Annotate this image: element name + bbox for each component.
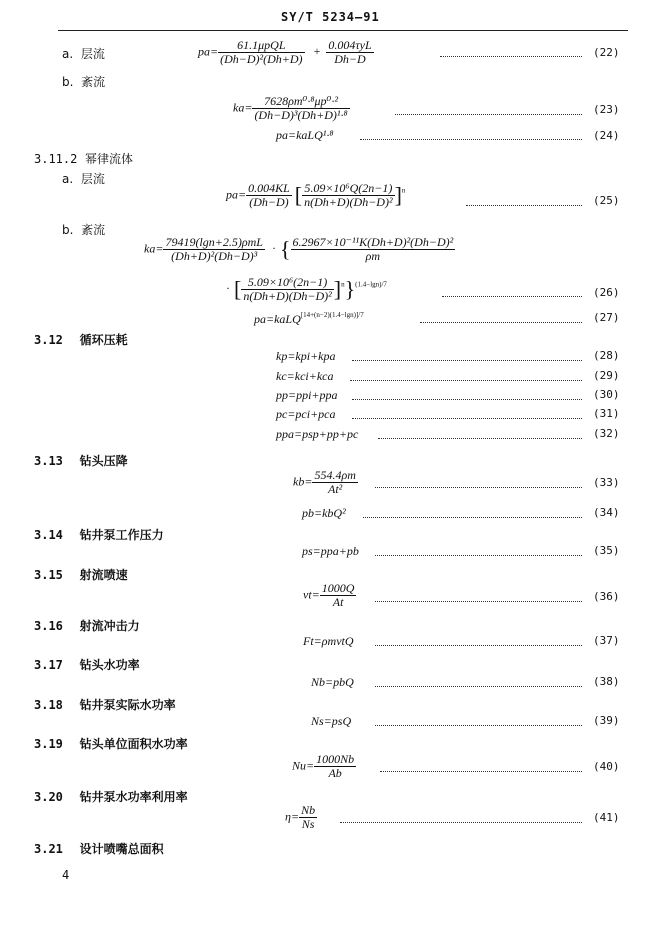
equation-37: Ft=ρmvtQ <box>303 634 354 648</box>
equation-number: (33) <box>593 476 620 489</box>
equation-29: kc=kci+kca <box>276 369 334 383</box>
item-a-laminar-2: a. 层流 <box>62 172 105 186</box>
equation-number: (39) <box>593 714 620 727</box>
document-header: SY/T 5234—91 <box>281 10 380 24</box>
header-rule <box>58 30 628 31</box>
section-3-19: 3.19 钻头单位面积水功率 <box>34 737 188 751</box>
equation-30: pp=ppi+ppa <box>276 388 338 402</box>
equation-number: (30) <box>593 388 620 401</box>
equation-number: (31) <box>593 407 620 420</box>
equation-number: (29) <box>593 369 620 382</box>
section-3-11-2: 3.11.2 幂律流体 <box>34 152 134 166</box>
section-3-17: 3.17 钻头水功率 <box>34 658 140 672</box>
section-3-20: 3.20 钻井泵水功率利用率 <box>34 790 188 804</box>
section-3-14: 3.14 钻井泵工作压力 <box>34 528 164 542</box>
equation-number: (41) <box>593 811 620 824</box>
item-a-laminar-1: a. 层流 <box>62 47 105 61</box>
equation-number: (27) <box>593 311 620 324</box>
equation-34: pb=kbQ² <box>302 506 346 520</box>
item-b-turbulent-1: b. 紊流 <box>62 75 106 89</box>
equation-number: (23) <box>593 103 620 116</box>
equation-28: kp=kpi+kpa <box>276 349 336 363</box>
equation-31: pc=pci+pca <box>276 407 336 421</box>
section-3-16: 3.16 射流冲击力 <box>34 619 140 633</box>
equation-number: (24) <box>593 129 620 142</box>
equation-number: (38) <box>593 675 620 688</box>
equation-number: (35) <box>593 544 620 557</box>
equation-number: (37) <box>593 634 620 647</box>
equation-32: ppa=psp+pp+pc <box>276 427 359 441</box>
section-3-15: 3.15 射流喷速 <box>34 568 128 582</box>
section-3-18: 3.18 钻井泵实际水功率 <box>34 698 176 712</box>
equation-26-line-1: ka= $\frac{\text{79419(lgn+2.5)ρmL}}{\text{(Dh+D)²(Dh−D)³}}$ · { $\frac{\text{6.2967×10⁻¹¹K(Dh+D)²(Dh−D)²}}{\rho m}$ <box>144 235 454 263</box>
equation-38: Nb=pbQ <box>311 675 354 689</box>
item-b-turbulent-2: b. 紊流 <box>62 223 106 237</box>
page-number: 4 <box>62 868 70 882</box>
equation-22: pa= $\frac{\text{61.1μpQL}}{\text{(Dh−D)²(Dh+D)}}$ + $\frac{\text{0.004τyL}}{Dh-D}$ <box>198 38 372 66</box>
section-3-13: 3.13 钻头压降 <box>34 454 128 468</box>
equation-23: ka= $\frac{\text{7628ρm⁰·⁸μp⁰·²}}{\text{(Dh−D)³(Dh+D)¹·⁸}}$ <box>233 94 348 122</box>
equation-33: kb= $\frac{554.4\rho m}{\text{At²}}$ <box>293 468 356 496</box>
equation-41: η= $\frac{Nb}{Ns}$ <box>285 803 316 831</box>
equation-27: pa=kaLQ$^{[14+(n-2)(1.4-lgn)]/7}$ <box>254 311 364 326</box>
equation-26-line-2: · [ $\frac{\text{5.09×10⁶(2n−1)}}{\text{n(Dh+D)(Dh−D)²}}$ ]$^n$}$^{(1.4-lgn)/7}$ <box>226 275 387 303</box>
equation-24: pa=kaLQ¹·⁸ <box>276 128 334 142</box>
equation-number: (22) <box>593 46 620 59</box>
equation-number: (36) <box>593 590 620 603</box>
equation-40: Nu= $\frac{1000Nb}{Ab}$ <box>292 752 355 780</box>
equation-36: vt= $\frac{1000Q}{At}$ <box>303 581 355 609</box>
equation-number: (34) <box>593 506 620 519</box>
equation-number: (25) <box>593 194 620 207</box>
equation-35: ps=ppa+pb <box>302 544 359 558</box>
equation-number: (28) <box>593 349 620 362</box>
equation-number: (40) <box>593 760 620 773</box>
equation-number: (26) <box>593 286 620 299</box>
equation-number: (32) <box>593 427 620 440</box>
equation-39: Ns=psQ <box>311 714 352 728</box>
equation-25: pa= $\frac{0.004KL}{(Dh-D)}$ [ $\frac{\text{5.09×10⁶Q(2n−1)}}{\text{n(Dh+D)(Dh−D)²}}$ ]$^n$ <box>226 181 406 209</box>
section-3-21: 3.21 设计喷嘴总面积 <box>34 842 164 856</box>
section-3-12: 3.12 循环压耗 <box>34 333 128 347</box>
